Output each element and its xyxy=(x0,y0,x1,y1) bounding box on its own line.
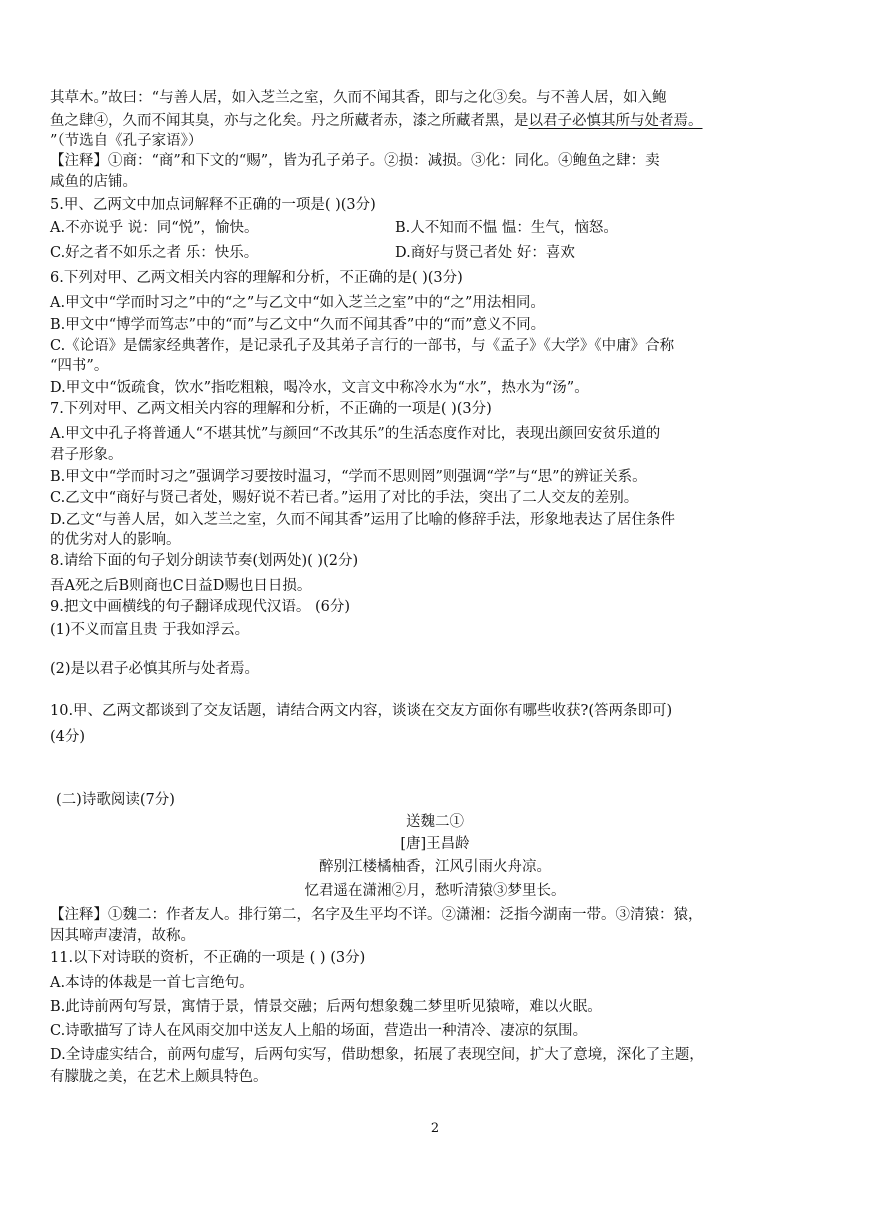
q10-stem: 10.甲、乙两文都谈到了交友话题，请结合两文内容，谈谈在交友方面你有哪些收获?(答两条即可) xyxy=(50,703,673,719)
q5-option-a: A.不亦说乎 说：同“悦”，愉快。 xyxy=(50,220,259,236)
q8-sentence: 吾A死之后B则商也C日益D赐也日日损。 xyxy=(50,578,312,594)
q9-stem: 9.把文中画横线的句子翻译成现代汉语。 (6分) xyxy=(50,599,350,615)
q9-sentence-2: (2)是以君子必慎其所与处者焉。 xyxy=(50,661,260,677)
q5-option-b: B.人不知而不愠 愠：生气，恼怒。 xyxy=(395,220,618,236)
q6-stem: 6.下列对甲、乙两文相关内容的理解和分析，不正确的是( )(3分) xyxy=(50,270,463,286)
poem-note-line-1: 【注释】①魏二：作者友人。排行第二，名字及生平均不详。②潇湘：泛指今湖南一带。③清猿：猿， xyxy=(50,907,703,923)
q7-option-a-line-1: A.甲文中孔子将普通人“不堪其忧”与颜回“不改其乐”的生活态度作对比，表现出颜回安贫乐道的 xyxy=(50,426,661,442)
q7-stem: 7.下列对甲、乙两文相关内容的理解和分析，不正确的一项是( )(3分) xyxy=(50,401,492,417)
passage-source: ”（节选自《孔子家语》） xyxy=(50,133,203,149)
q6-option-b: B.甲文中“博学而笃志”中的“而”与乙文中“久而不闻其香”中的“而”意义不同。 xyxy=(50,317,546,333)
q6-option-c-line-1: C.《论语》是儒家经典著作，是记录孔子及其弟子言行的一部书，与《孟子》《大学》《中庸》合称 xyxy=(50,338,675,354)
passage-line-1: 其草木。”故曰：“与善人居，如入芝兰之室，久而不闻其香，即与之化③矣。与不善人居，如入鲍 xyxy=(50,90,667,106)
q6-option-a: A.甲文中“学而时习之”中的“之”与乙文中“如入芝兰之室”中的“之”用法相同。 xyxy=(50,295,545,311)
q5-row-2 xyxy=(50,243,840,263)
q8-stem: 8.请给下面的句子划分朗读节奏(划两处)( )(2分) xyxy=(50,553,359,569)
q5-option-d: D.商好与贤己者处 好：喜欢 xyxy=(395,245,575,261)
q11-option-c: C.诗歌描写了诗人在风雨交加中送友人上船的场面，营造出一种清冷、凄凉的氛围。 xyxy=(50,1023,588,1039)
note-line-1: 【注释】①商：“商”和下文的“赐”，皆为孔子弟子。②损：减损。③化：同化。④鲍鱼之肆：卖 xyxy=(50,153,660,169)
note-line-2: 咸鱼的店铺。 xyxy=(50,174,137,190)
passage-line-2 xyxy=(50,111,840,131)
q5-option-c: C.好之者不如乐之者 乐：快乐。 xyxy=(50,245,259,261)
poem-title: 送魏二① xyxy=(406,814,464,830)
passage-line-2-text: 鱼之肆④，久而不闻其臭，亦与之化矣。丹之所藏者赤，漆之所藏者黑，是 xyxy=(50,113,529,129)
poem-line-2: 忆君遥在潇湘②月，愁听清猿③梦里长。 xyxy=(304,883,566,899)
q5-row-1 xyxy=(50,218,840,238)
poem-section-heading: (二)诗歌阅读(7分) xyxy=(56,792,175,808)
q11-option-b: B.此诗前两句写景，寓情于景，情景交融；后两句想象魏二梦里听见猿啼，难以火眠。 xyxy=(50,999,602,1015)
poem-note-line-2: 因其啼声凄清，故称。 xyxy=(50,928,195,944)
q7-option-d-line-2: 的优劣对人的影响。 xyxy=(50,532,181,548)
underlined-sentence: 以君子必慎其所与处者焉。 xyxy=(528,113,703,129)
q11-stem: 11.以下对诗联的资析，不正确的一项是 ( ) (3分) xyxy=(50,950,366,966)
q7-option-a-line-2: 君子形象。 xyxy=(50,447,123,463)
q6-option-c-line-2: “四书”。 xyxy=(50,358,109,374)
q11-option-a: A.本诗的体裁是一首七言绝句。 xyxy=(50,975,254,991)
q5-stem: 5.甲、乙两文中加点词解释不正确的一项是( )(3分) xyxy=(50,197,376,213)
q10-score: (4分) xyxy=(50,729,86,745)
q9-sentence-1: (1)不义而富且贵 于我如浮云。 xyxy=(50,622,250,638)
q11-option-d-line-1: D.全诗虚实结合，前两句虚写，后两句实写，借助想象，拓展了表现空间，扩大了意境，深化了主题， xyxy=(50,1047,704,1063)
q11-option-d-line-2: 有朦胧之美，在艺术上颇具特色。 xyxy=(50,1069,268,1085)
q7-option-d-line-1: D.乙文“与善人居，如入芝兰之室，久而不闻其香”运用了比喻的修辞手法，形象地表达了居住条件 xyxy=(50,512,676,528)
q6-option-d: D.甲文中“饭疏食，饮水”指吃粗粮，喝冷水，文言文中称冷水为“水”，热水为“汤”。 xyxy=(50,380,589,396)
q7-option-c: C.乙文中“商好与贤己者处，赐好说不若已者。”运用了对比的手法，突出了二人交友的差别。 xyxy=(50,490,639,506)
poem-line-1: 醉别江楼橘柚香，江风引雨火舟凉。 xyxy=(319,859,551,875)
q7-option-b: B.甲文中“学而时习之”强调学习要按时温习，“学而不思则罔”则强调“学”与“思”的辨证关系。 xyxy=(50,469,647,485)
poem-author: [唐]王昌龄 xyxy=(400,836,470,852)
page-number: 2 xyxy=(430,1121,440,1136)
